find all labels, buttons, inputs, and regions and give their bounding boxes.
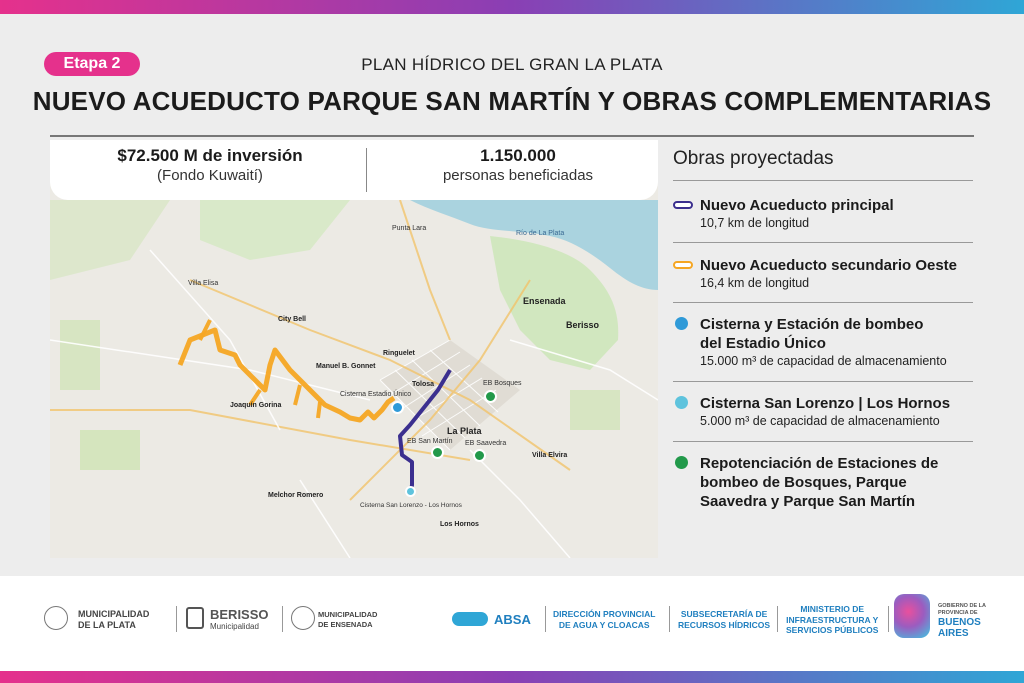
place-label-rio-de-la-plata: Río de La Plata: [516, 230, 565, 237]
investment-amount: $72.500 M de inversión: [117, 146, 303, 165]
page-subtitle: PLAN HÍDRICO DEL GRAN LA PLATA: [361, 55, 663, 74]
stat-investment: [60, 146, 360, 184]
legend-divider: [673, 242, 973, 243]
absa-logo-text: ABSA: [494, 612, 531, 627]
north-green-area: [200, 200, 350, 260]
marker-eb-bosques[interactable]: [484, 390, 497, 403]
place-label-ensenada: Ensenada: [523, 296, 566, 306]
place-label-berisso: Berisso: [566, 320, 600, 330]
footer-separator: [176, 606, 177, 632]
field-3: [570, 390, 620, 430]
page-title: NUEVO ACUEDUCTO PARQUE SAN MARTÍN Y OBRAS COMPLEMENTARIAS: [32, 86, 992, 116]
place-label-punta-lara: Punta Lara: [392, 225, 427, 232]
footer-separator: [282, 606, 283, 632]
legend-item-secondary-aqueduct: [673, 256, 973, 300]
dot-lightblue-icon: [675, 396, 688, 409]
legend-item-title: Cisterna San Lorenzo | Los Hornos: [700, 395, 951, 412]
people-count: 1.150.000: [480, 146, 556, 165]
secondary-aqueduct-line: [180, 330, 394, 420]
ensenada-seal-icon: [291, 606, 315, 630]
people-label: personas beneficiadas: [442, 167, 594, 184]
legend-divider: [673, 180, 973, 181]
pipe-purple-icon: [673, 201, 693, 209]
la-plata-seal-icon: [44, 606, 68, 630]
marker-eb-saavedra[interactable]: [473, 449, 486, 462]
footer-separator: [777, 606, 778, 632]
buenos-aires-province-logo-icon: [894, 594, 930, 638]
marker-label-eb-saavedra: EB Saavedra: [465, 440, 507, 447]
stats-divider: [366, 148, 367, 192]
gobierno-line-4: AIRES: [938, 628, 969, 639]
muni-la-plata-line-1: MUNICIPALIDAD: [78, 609, 150, 619]
marker-label-eb-bosques: EB Bosques: [483, 380, 522, 387]
map-panel[interactable]: [50, 140, 658, 558]
legend-divider: [673, 441, 973, 442]
legend-item-subtitle: 16,4 km de longitud: [700, 276, 810, 290]
subsecretaria-recursos-hidricos: SUBSECRETARÍA DE RECURSOS HÍDRICOS: [678, 609, 771, 630]
footer-separator: [545, 606, 546, 632]
legend-item-title: Nuevo Acueducto secundario Oeste: [700, 257, 958, 274]
marker-cisterna-san-lorenzo[interactable]: [405, 486, 416, 497]
pipe-orange-icon: [673, 261, 693, 269]
ministerio-infraestructura: MINISTERIO DE INFRAESTRUCTURA Y SERVICIOS PÚBLICOS: [786, 604, 879, 635]
marker-label-estadio-unico: Cisterna Estadio Único: [340, 391, 412, 398]
place-label-villa-elisa: Villa Elisa: [188, 280, 219, 287]
marker-estadio-unico[interactable]: [391, 401, 404, 414]
legend-item-subtitle: 10,7 km de longitud: [700, 216, 810, 230]
legend-item-estadio-unico: [673, 315, 973, 375]
legend-item-main-aqueduct: [673, 196, 973, 240]
marker-label-cisterna-san-lorenzo: Cisterna San Lorenzo - Los Hornos: [360, 502, 462, 509]
gobierno-line-1: GOBIERNO DE LA: [938, 603, 986, 609]
direccion-agua-cloacas: DIRECCIÓN PROVINCIAL DE AGUA Y CLOACAS: [553, 609, 656, 630]
stage-badge: Etapa 2: [44, 52, 140, 76]
legend-item-subtitle: 5.000 m³ de capacidad de almacenamiento: [700, 414, 940, 428]
marker-eb-san-martin[interactable]: [431, 446, 444, 459]
muni-la-plata-line-2: DE LA PLATA: [78, 620, 136, 630]
legend-item-title: Nuevo Acueducto principal: [700, 197, 894, 214]
stat-people: [368, 146, 658, 184]
gobierno-line-3: BUENOS: [938, 617, 981, 628]
place-label-tolosa: Tolosa: [412, 381, 435, 388]
marker-label-eb-san-martin: EB San Martín: [407, 438, 453, 445]
investment-source: (Fondo Kuwaití): [157, 167, 263, 184]
legend-item-subtitle: 15.000 m³ de capacidad de almacenamiento: [700, 354, 947, 368]
legend-divider: [673, 381, 973, 382]
map-canvas: [50, 140, 658, 558]
stats-card: [50, 140, 658, 200]
legend-item-title: Repotenciación de Estaciones de bombeo de Bosques, Parque Saavedra y Parque San Martín: [700, 455, 939, 510]
dot-blue-icon: [675, 317, 688, 330]
place-label-villa-elvira: Villa Elvira: [532, 452, 568, 459]
berisso-logo-icon: [186, 607, 204, 629]
bottom-gradient-bar: [0, 671, 1024, 683]
legend-item-pumping-stations: [673, 454, 973, 514]
absa-wave-icon: [452, 612, 488, 626]
west-fields: [50, 200, 170, 280]
footer-separator: [669, 606, 670, 632]
place-label-manuel-b-gonnet: Manuel B. Gonnet: [316, 363, 376, 370]
ensenada-line-2: DE ENSENADA: [318, 620, 373, 629]
place-label-joaquin-gorina: Joaquín Gorina: [230, 402, 282, 409]
title-divider: [50, 135, 974, 137]
gobierno-line-2: PROVINCIA DE: [938, 610, 978, 616]
place-label-city-bell: City Bell: [278, 316, 307, 323]
legend-item-title: Cisterna y Estación de bombeo del Estadio Único: [700, 316, 924, 352]
field-1: [80, 430, 140, 470]
field-2: [60, 320, 100, 390]
place-label-la-plata: La Plata: [447, 426, 482, 436]
legend-item-san-lorenzo: [673, 394, 973, 436]
top-gradient-bar: [0, 0, 1024, 14]
ensenada-line-1: MUNICIPALIDAD: [318, 610, 378, 619]
berisso-line-1: BERISSO: [210, 607, 269, 622]
berisso-line-2: Municipalidad: [210, 622, 259, 631]
dot-green-icon: [675, 456, 688, 469]
footer-logos: [0, 576, 1024, 671]
footer-separator: [888, 606, 889, 632]
place-label-los-hornos: Los Hornos: [440, 521, 479, 528]
legend-divider: [673, 302, 973, 303]
place-label-ringuelet: Ringuelet: [383, 350, 415, 357]
place-label-melchor-romero: Melchor Romero: [268, 492, 324, 499]
legend-heading: Obras proyectadas: [673, 148, 834, 169]
